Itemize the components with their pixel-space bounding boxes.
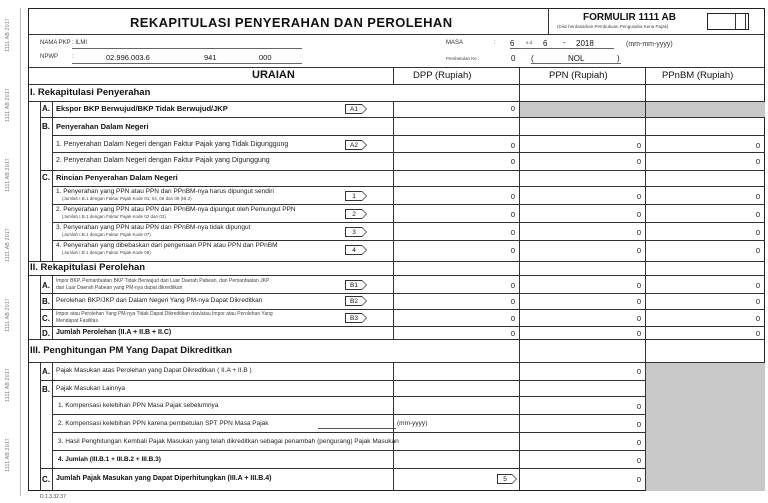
npwp-sep: :: [72, 54, 74, 60]
row-c4-dpp[interactable]: 0: [510, 246, 515, 255]
row-iiia-letter: A.: [42, 367, 50, 376]
side-strip: [0, 8, 21, 496]
section-3-title: III. Penghitungan PM Yang Dapat Dikreditkan: [30, 345, 232, 356]
row-c3-dpp[interactable]: 0: [510, 228, 515, 237]
row-iib-ppnbm[interactable]: 0: [755, 297, 760, 306]
row-b2-dpp[interactable]: 0: [510, 157, 515, 166]
nama-value[interactable]: : ILMI: [72, 40, 88, 46]
row-b1-label: 1. Penyerahan Dalam Negeri dengan Faktur Pajak yang Tidak Digunggung: [56, 141, 289, 148]
side-mark: 1111 AB 2017: [5, 368, 11, 402]
row-c1-ppnbm[interactable]: 0: [755, 192, 760, 201]
npwp-part2[interactable]: 941: [204, 53, 217, 62]
row-c3-label: 3. Penyerahan yang PPN atau PPN dan PPnBM-nya tidak dipungut: [56, 224, 251, 231]
row-c3-ppn[interactable]: 0: [636, 228, 641, 237]
row-iia-ppn[interactable]: 0: [636, 281, 641, 290]
row-iic-letter: C.: [42, 314, 50, 323]
tag-b3: B3: [345, 313, 362, 323]
row-iib-dpp[interactable]: 0: [510, 297, 515, 306]
masa-sd: s.d.: [526, 40, 534, 45]
row-b1-ppn[interactable]: 0: [636, 141, 641, 150]
row-iia-letter: A.: [42, 281, 50, 290]
row-iiib1-label: 1. Kompensasi kelebihan PPN Masa Pajak sebelumnya: [58, 402, 219, 409]
row-c3-sub: (Jumlah I.B.1 dengan Faktur Pajak Kode 07): [62, 232, 151, 237]
row-iid-letter: D.: [42, 329, 50, 338]
npwp-label: NPWP: [40, 54, 58, 60]
tag-5: 5: [497, 474, 512, 484]
tag-b1: B1: [345, 280, 362, 290]
row-c2-sub: (Jumlah I.B.1 dengan Faktur Pajak Kode 02 dan 03): [62, 214, 166, 219]
row-iia-ppnbm[interactable]: 0: [755, 281, 760, 290]
masa-format: (mm-mm-yyyy): [626, 41, 673, 48]
row-iic-ppn[interactable]: 0: [636, 314, 641, 323]
tag-b2: B2: [345, 296, 362, 306]
row-iid-ppnbm[interactable]: 0: [755, 329, 760, 338]
footer-code: D.1.3.32.37: [40, 494, 66, 500]
pembetulan-label: Pembetulan Ke :: [446, 56, 480, 61]
row-iiib-letter: B.: [42, 385, 50, 394]
tag-a1: A1: [345, 104, 362, 114]
row-c3-ppnbm[interactable]: 0: [755, 228, 760, 237]
tag-c4: 4: [345, 245, 362, 255]
side-mark: 1111 AB 2017: [5, 298, 11, 332]
section-2-title: II. Rekapitulasi Perolehan: [30, 262, 146, 273]
row-b2-ppnbm[interactable]: 0: [755, 157, 760, 166]
row-b1-ppnbm[interactable]: 0: [755, 141, 760, 150]
npwp-part3[interactable]: 000: [259, 53, 272, 62]
form-code: FORMULIR 1111 AB: [583, 12, 676, 23]
form-checkbox[interactable]: [707, 13, 749, 30]
row-iiib4-label: 4. Jumlah (III.B.1 + III.B.2 + III.B.3): [58, 456, 161, 463]
row-c1-ppn[interactable]: 0: [636, 192, 641, 201]
row-b2-label: 2. Penyerahan Dalam Negeri dengan Faktur Pajak yang Digunggung: [56, 157, 270, 164]
row-c4-label: 4. Penyerahan yang dibebaskan dari pengenaan PPN atau PPN dan PPnBM: [56, 242, 278, 249]
row-c4-ppn[interactable]: 0: [636, 246, 641, 255]
tag-c2: 2: [345, 209, 362, 219]
row-iic-sub: Mendapat Fasilitas: [56, 318, 98, 324]
row-c2-label: 2. Penyerahan yang PPN atau PPN dan PPnBM-nya dipungut oleh Pemungut PPN: [56, 206, 296, 213]
nama-label: NAMA PKP: [40, 40, 71, 46]
side-mark: 1111 AB 2017: [5, 438, 11, 472]
tag-c3: 3: [345, 227, 362, 237]
row-iiia-label: Pajak Masukan atas Perolehan yang Dapat Dikreditkan ( II.A + II.B ): [56, 367, 252, 374]
section-1-title: I. Rekapitulasi Penyerahan: [30, 87, 151, 98]
row-b1-dpp[interactable]: 0: [510, 141, 515, 150]
row-b-label: Penyerahan Dalam Negeri: [56, 122, 149, 131]
row-a-letter: A.: [42, 104, 50, 113]
row-c1-label: 1. Penyerahan yang PPN atau PPN dan PPnBM-nya harus dipungut sendiri: [56, 188, 274, 195]
npwp-part1[interactable]: 02.996.003.6: [106, 53, 150, 62]
shaded-ppnbm-iii: [645, 362, 765, 491]
nol-value: NOL: [568, 54, 585, 63]
nol-close: ): [617, 54, 620, 63]
row-iic-ppnbm[interactable]: 0: [755, 314, 760, 323]
row-b2-ppn[interactable]: 0: [636, 157, 641, 166]
col-ppn: PPN (Rupiah): [549, 70, 608, 81]
row-c-label: Rincian Penyerahan Dalam Negeri: [56, 173, 178, 182]
row-iia-dpp[interactable]: 0: [510, 281, 515, 290]
row-c2-ppn[interactable]: 0: [636, 210, 641, 219]
side-mark: 1111 AB 2017: [5, 228, 11, 262]
row-c-letter: C.: [42, 173, 50, 182]
tag-c1: 1: [345, 191, 362, 201]
side-mark: 1111 AB 2017: [5, 158, 11, 192]
row-iiic-label: Jumlah Pajak Masukan yang Dapat Diperhitungkan (III.A + III.B.4): [56, 475, 272, 482]
col-ppnbm: PPnBM (Rupiah): [662, 70, 734, 81]
row-iiib3-label: 3. Hasil Penghitungan Kembali Pajak Masukan yang telah dikreditkan sebagai penambah (pengurang) Pajak Masukan: [58, 438, 399, 445]
row-c4-sub: (Jumlah I.B.1 dengan Faktur Pajak Kode 08): [62, 250, 151, 255]
row-iia-label: Impor BKP, Pemanfaatan BKP Tidak Berwujud dari Luar Daerah Pabean, dan Pemanfaatan JKP: [56, 278, 270, 284]
row-iiib-label: Pajak Masukan Lainnya: [56, 385, 126, 392]
row-b-letter: B.: [42, 122, 50, 131]
row-iib-ppn[interactable]: 0: [636, 297, 641, 306]
row-iib-letter: B.: [42, 297, 50, 306]
row-iiib2-label: 2. Kompensasi kelebihan PPN karena pembetulan SPT PPN Masa Pajak: [58, 420, 269, 427]
row-iiia-ppn[interactable]: 0: [636, 367, 641, 376]
masa-from[interactable]: 6: [510, 39, 515, 48]
form-note: (Diisi berdasarkan Pembukuan Pengusaha Kena Pajak): [557, 24, 669, 29]
row-iiib4-ppn[interactable]: 0: [636, 456, 641, 465]
row-iib-label: Perolehan BKP/JKP dari Dalam Negeri Yang PM-nya Dapat Dikreditkan: [56, 297, 263, 304]
row-iid-label: Jumlah Perolehan (II.A + II.B + II.C): [56, 329, 172, 336]
row-iid-dpp[interactable]: 0: [510, 329, 515, 338]
tag-a2: A2: [345, 140, 362, 150]
row-a-label: Ekspor BKP Berwujud/BKP Tidak Berwujud/JKP: [56, 104, 228, 113]
row-iid-ppn[interactable]: 0: [636, 329, 641, 338]
col-uraian: URAIAN: [252, 69, 295, 81]
row-c1-sub: (Jumlah I.B.1 dengan Faktur Pajak Kode 01, 04, 06 dan 09 (IB.2): [62, 196, 192, 201]
masa-sep: :: [494, 40, 496, 46]
nol-open: (: [531, 54, 534, 63]
col-dpp: DPP (Rupiah): [413, 70, 472, 81]
row-c4-ppnbm[interactable]: 0: [755, 246, 760, 255]
row-c1-dpp[interactable]: 0: [510, 192, 515, 201]
row-iiib3-ppn[interactable]: 0: [636, 438, 641, 447]
masa-year[interactable]: 2018: [576, 39, 594, 48]
row-c2-dpp[interactable]: 0: [510, 210, 515, 219]
masa-label: MASA: [446, 40, 464, 46]
masa-to[interactable]: 6: [543, 39, 548, 48]
masa-dash: -: [563, 38, 566, 47]
shaded-ppn-a: [519, 101, 765, 117]
form-title: REKAPITULASI PENYERAHAN DAN PEROLEHAN: [130, 15, 453, 30]
row-iic-label: Impor atau Perolehan Yang PM-nya Tidak Dapat Dikreditkan dan/atau Impor atau Perolehan Yang: [56, 311, 273, 317]
row-iiib2-format: (mm-yyyy): [397, 420, 428, 427]
row-c2-ppnbm[interactable]: 0: [755, 210, 760, 219]
pembetulan-value[interactable]: 0: [511, 54, 516, 63]
row-iic-dpp[interactable]: 0: [510, 314, 515, 323]
row-iiic-ppn[interactable]: 0: [636, 475, 641, 484]
row-iiib1-ppn[interactable]: 0: [636, 402, 641, 411]
row-a-dpp[interactable]: 0: [510, 104, 515, 113]
row-iia-sub: dari Luar Daerah Pabean yang PM-nya dapat dikreditkan: [56, 285, 183, 291]
row-iiic-letter: C.: [42, 475, 50, 484]
row-iiib2-ppn[interactable]: 0: [636, 420, 641, 429]
side-mark: 1111 AB 2017: [5, 18, 11, 52]
side-mark: 1111 AB 2017: [5, 88, 11, 122]
